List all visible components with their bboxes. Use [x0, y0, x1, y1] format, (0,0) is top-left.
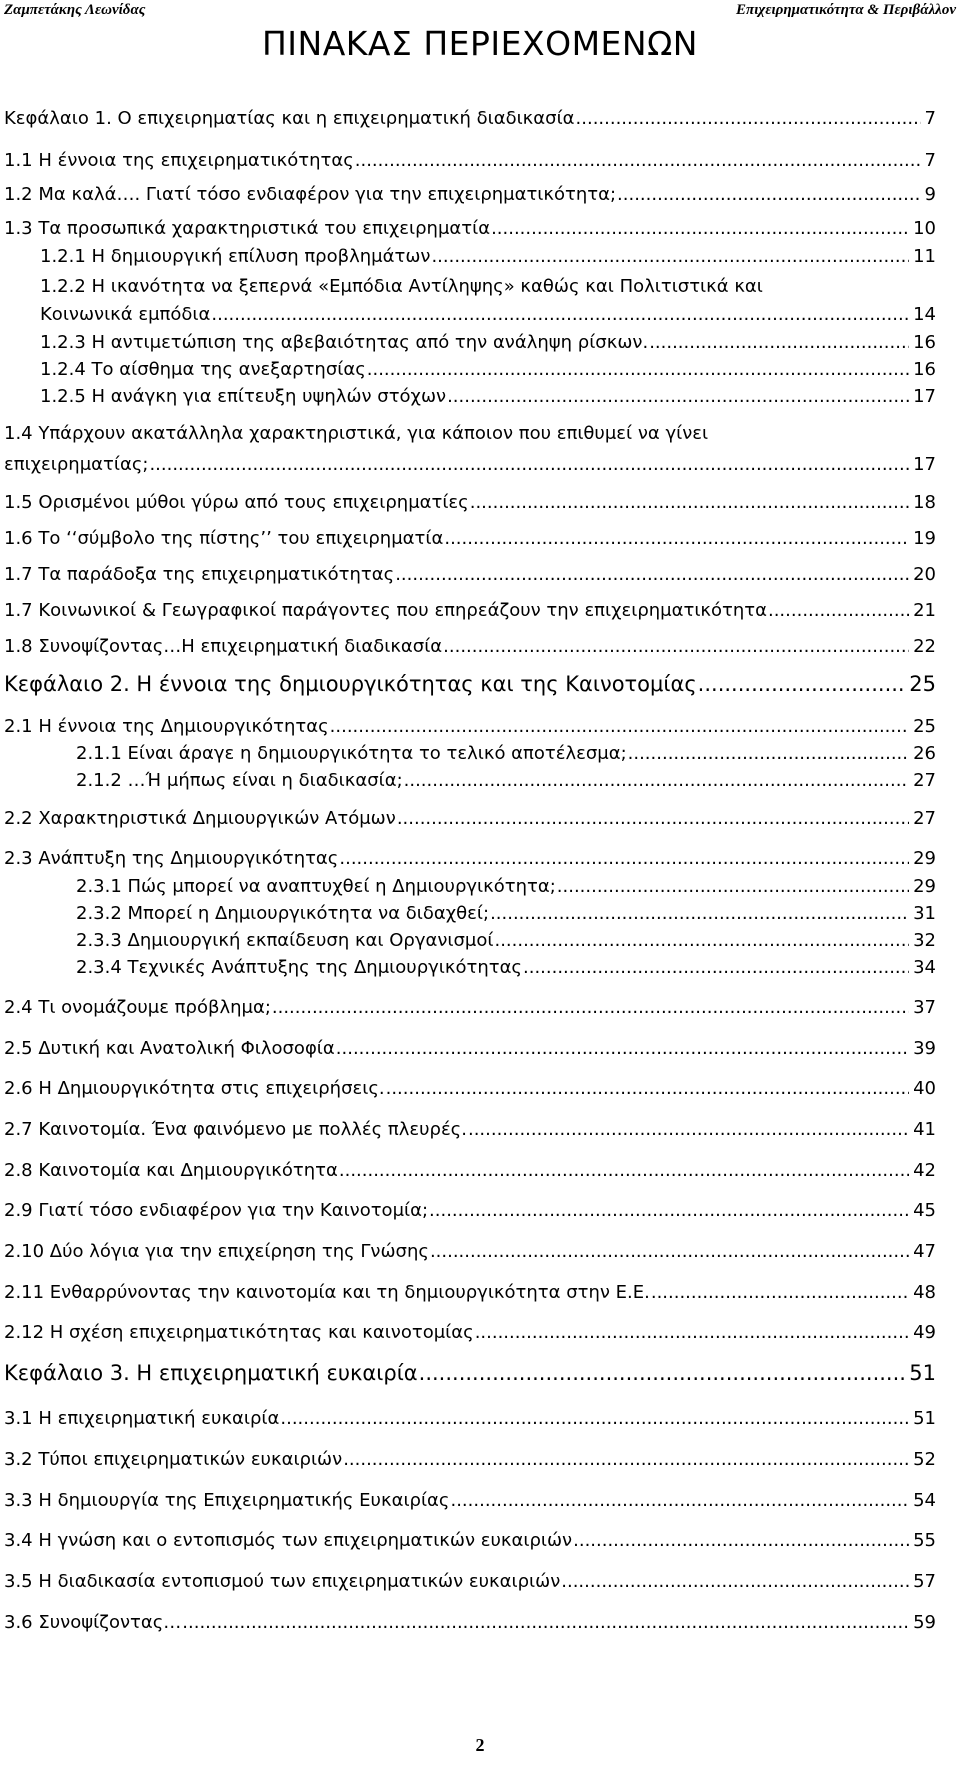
- toc-entry-continued[interactable]: Κοινωνικά εμπόδια ..... 14: [40, 304, 936, 325]
- toc-entry[interactable]: 3.3 Η δημιουργία της Επιχειρηματικής Ευκαιρίας ..... 54: [4, 1490, 936, 1511]
- toc-entry[interactable]: 1.2.3 Η αντιμετώπιση της αβεβαιότητας από την ανάληψη ρίσκων. ..... 16: [40, 332, 936, 353]
- toc-entry[interactable]: 2.8 Καινοτομία και Δημιουργικότητα ..... 42: [4, 1160, 936, 1181]
- toc-entry[interactable]: 2.12 Η σχέση επιχειρηματικότητας και καινοτομίας ..... 49: [4, 1322, 936, 1343]
- toc-chapter-2[interactable]: Κεφάλαιο 2. Η έννοια της δημιουργικότητας και της Καινοτομίας ..... 25: [4, 672, 936, 696]
- toc-entry[interactable]: Κεφάλαιο 1. Ο επιχειρηματίας και η επιχειρηματική διαδικασία ..... 7: [4, 108, 936, 129]
- toc-entry[interactable]: 1.5 Ορισμένοι μύθοι γύρω από τους επιχειρηματίες ..... 18: [4, 492, 936, 513]
- toc-entry[interactable]: 1.2.4 Το αίσθημα της ανεξαρτησίας ..... 16: [40, 359, 936, 380]
- toc-entry[interactable]: 2.10 Δύο λόγια για την επιχείρηση της Γνώσης ..... 47: [4, 1241, 936, 1262]
- toc-entry[interactable]: 2.3.3 Δημιουργική εκπαίδευση και Οργανισμοί ..... 32: [76, 930, 936, 951]
- toc-entry[interactable]: 1.2.5 Η ανάγκη για επίτευξη υψηλών στόχων ..... 17: [40, 386, 936, 407]
- toc-entry[interactable]: 2.9 Γιατί τόσο ενδιαφέρον για την Καινοτομία; ..... 45: [4, 1200, 936, 1221]
- toc-entry[interactable]: 1.7 Τα παράδοξα της επιχειρηματικότητας ..... 20: [4, 564, 936, 585]
- page-number: 2: [475, 1735, 485, 1755]
- header-book-title: Επιχειρηματικότητα & Περιβάλλον: [736, 2, 956, 18]
- page-header: [0, 0, 960, 24]
- toc-entry[interactable]: 3.4 Η γνώση και ο εντοπισμός των επιχειρηματικών ευκαιριών ..... 55: [4, 1530, 936, 1551]
- page-title: ΠΙΝΑΚΑΣ ΠΕΡΙΕΧΟΜΕΝΩΝ: [261, 24, 698, 63]
- toc-entry[interactable]: 2.1.2 …Ή μήπως είναι η διαδικασία; ..... 27: [76, 770, 936, 791]
- toc-entry[interactable]: 1.6 Το ‘‘σύμβολο της πίστης’’ του επιχειρηματία ..... 19: [4, 528, 936, 549]
- header-author: Ζαμπετάκης Λεωνίδας: [4, 2, 146, 18]
- toc-entry[interactable]: 2.6 Η Δημιουργικότητα στις επιχειρήσεις. ..... 40: [4, 1078, 936, 1099]
- toc-entry-continued[interactable]: επιχειρηματίας; ..... 17: [4, 454, 936, 475]
- toc-entry[interactable]: 1.2.1 Η δημιουργική επίλυση προβλημάτων ..... 11: [40, 246, 936, 267]
- toc-entry[interactable]: 3.2 Τύποι επιχειρηματικών ευκαιριών ..... 52: [4, 1449, 936, 1470]
- toc-entry[interactable]: 1.8 Συνοψίζοντας…Η επιχειρηματική διαδικασία ..... 22: [4, 636, 936, 657]
- toc-entry[interactable]: 2.3.2 Μπορεί η Δημιουργικότητα να διδαχθεί; ..... 31: [76, 903, 936, 924]
- toc-chapter-3[interactable]: Κεφάλαιο 3. Η επιχειρηματική ευκαιρία ..... 51: [4, 1361, 936, 1385]
- toc-entry[interactable]: 2.5 Δυτική και Ανατολική Φιλοσοφία ..... 39: [4, 1038, 936, 1059]
- toc-entry[interactable]: 1.1 Η έννοια της επιχειρηματικότητας ..... 7: [4, 150, 936, 171]
- toc-entry[interactable]: 1.2.2 Η ικανότητα να ξεπερνά «Εμπόδια Αντίληψης» καθώς και Πολιτιστικά και: [40, 276, 763, 297]
- toc-entry[interactable]: 2.2 Χαρακτηριστικά Δημιουργικών Ατόμων ..... 27: [4, 808, 936, 829]
- toc-entry[interactable]: 2.3.4 Τεχνικές Ανάπτυξης της Δημιουργικότητας ..... 34: [76, 957, 936, 978]
- toc-entry[interactable]: 1.3 Τα προσωπικά χαρακτηριστικά του επιχειρηματία ..... 10: [4, 218, 936, 239]
- toc-entry[interactable]: 2.4 Τι ονομάζουμε πρόβλημα; ..... 37: [4, 997, 936, 1018]
- toc-entry[interactable]: 2.3.1 Πώς μπορεί να αναπτυχθεί η Δημιουργικότητα; ..... 29: [76, 876, 936, 897]
- toc-entry[interactable]: 2.11 Ενθαρρύνοντας την καινοτομία και τη δημιουργικότητα στην Ε.Ε. ..... 48: [4, 1282, 936, 1303]
- toc-entry[interactable]: 1.7 Κοινωνικοί & Γεωγραφικοί παράγοντες που επηρεάζουν την επιχειρηματικότητα ..... 21: [4, 600, 936, 621]
- toc-entry[interactable]: 2.1 Η έννοια της Δημιουργικότητας ..... 25: [4, 716, 936, 737]
- toc-entry[interactable]: 2.1.1 Είναι άραγε η δημιουργικότητα το τελικό αποτέλεσμα; ..... 26: [76, 743, 936, 764]
- toc-entry[interactable]: 1.4 Υπάρχουν ακατάλληλα χαρακτηριστικά, για κάποιον που επιθυμεί να γίνει: [4, 423, 709, 444]
- toc-entry[interactable]: 3.1 Η επιχειρηματική ευκαιρία ..... 51: [4, 1408, 936, 1429]
- toc-entry[interactable]: 1.2 Μα καλά…. Γιατί τόσο ενδιαφέρον για την επιχειρηματικότητα; ..... 9: [4, 184, 936, 205]
- toc-entry[interactable]: 2.7 Καινοτομία. Ένα φαινόμενο με πολλές πλευρές. ..... 41: [4, 1119, 936, 1140]
- toc-entry[interactable]: 3.5 Η διαδικασία εντοπισμού των επιχειρηματικών ευκαιριών ..... 57: [4, 1571, 936, 1592]
- toc-entry[interactable]: 3.6 Συνοψίζοντας… ..... 59: [4, 1612, 936, 1633]
- toc-entry[interactable]: 2.3 Ανάπτυξη της Δημιουργικότητας ..... 29: [4, 848, 936, 869]
